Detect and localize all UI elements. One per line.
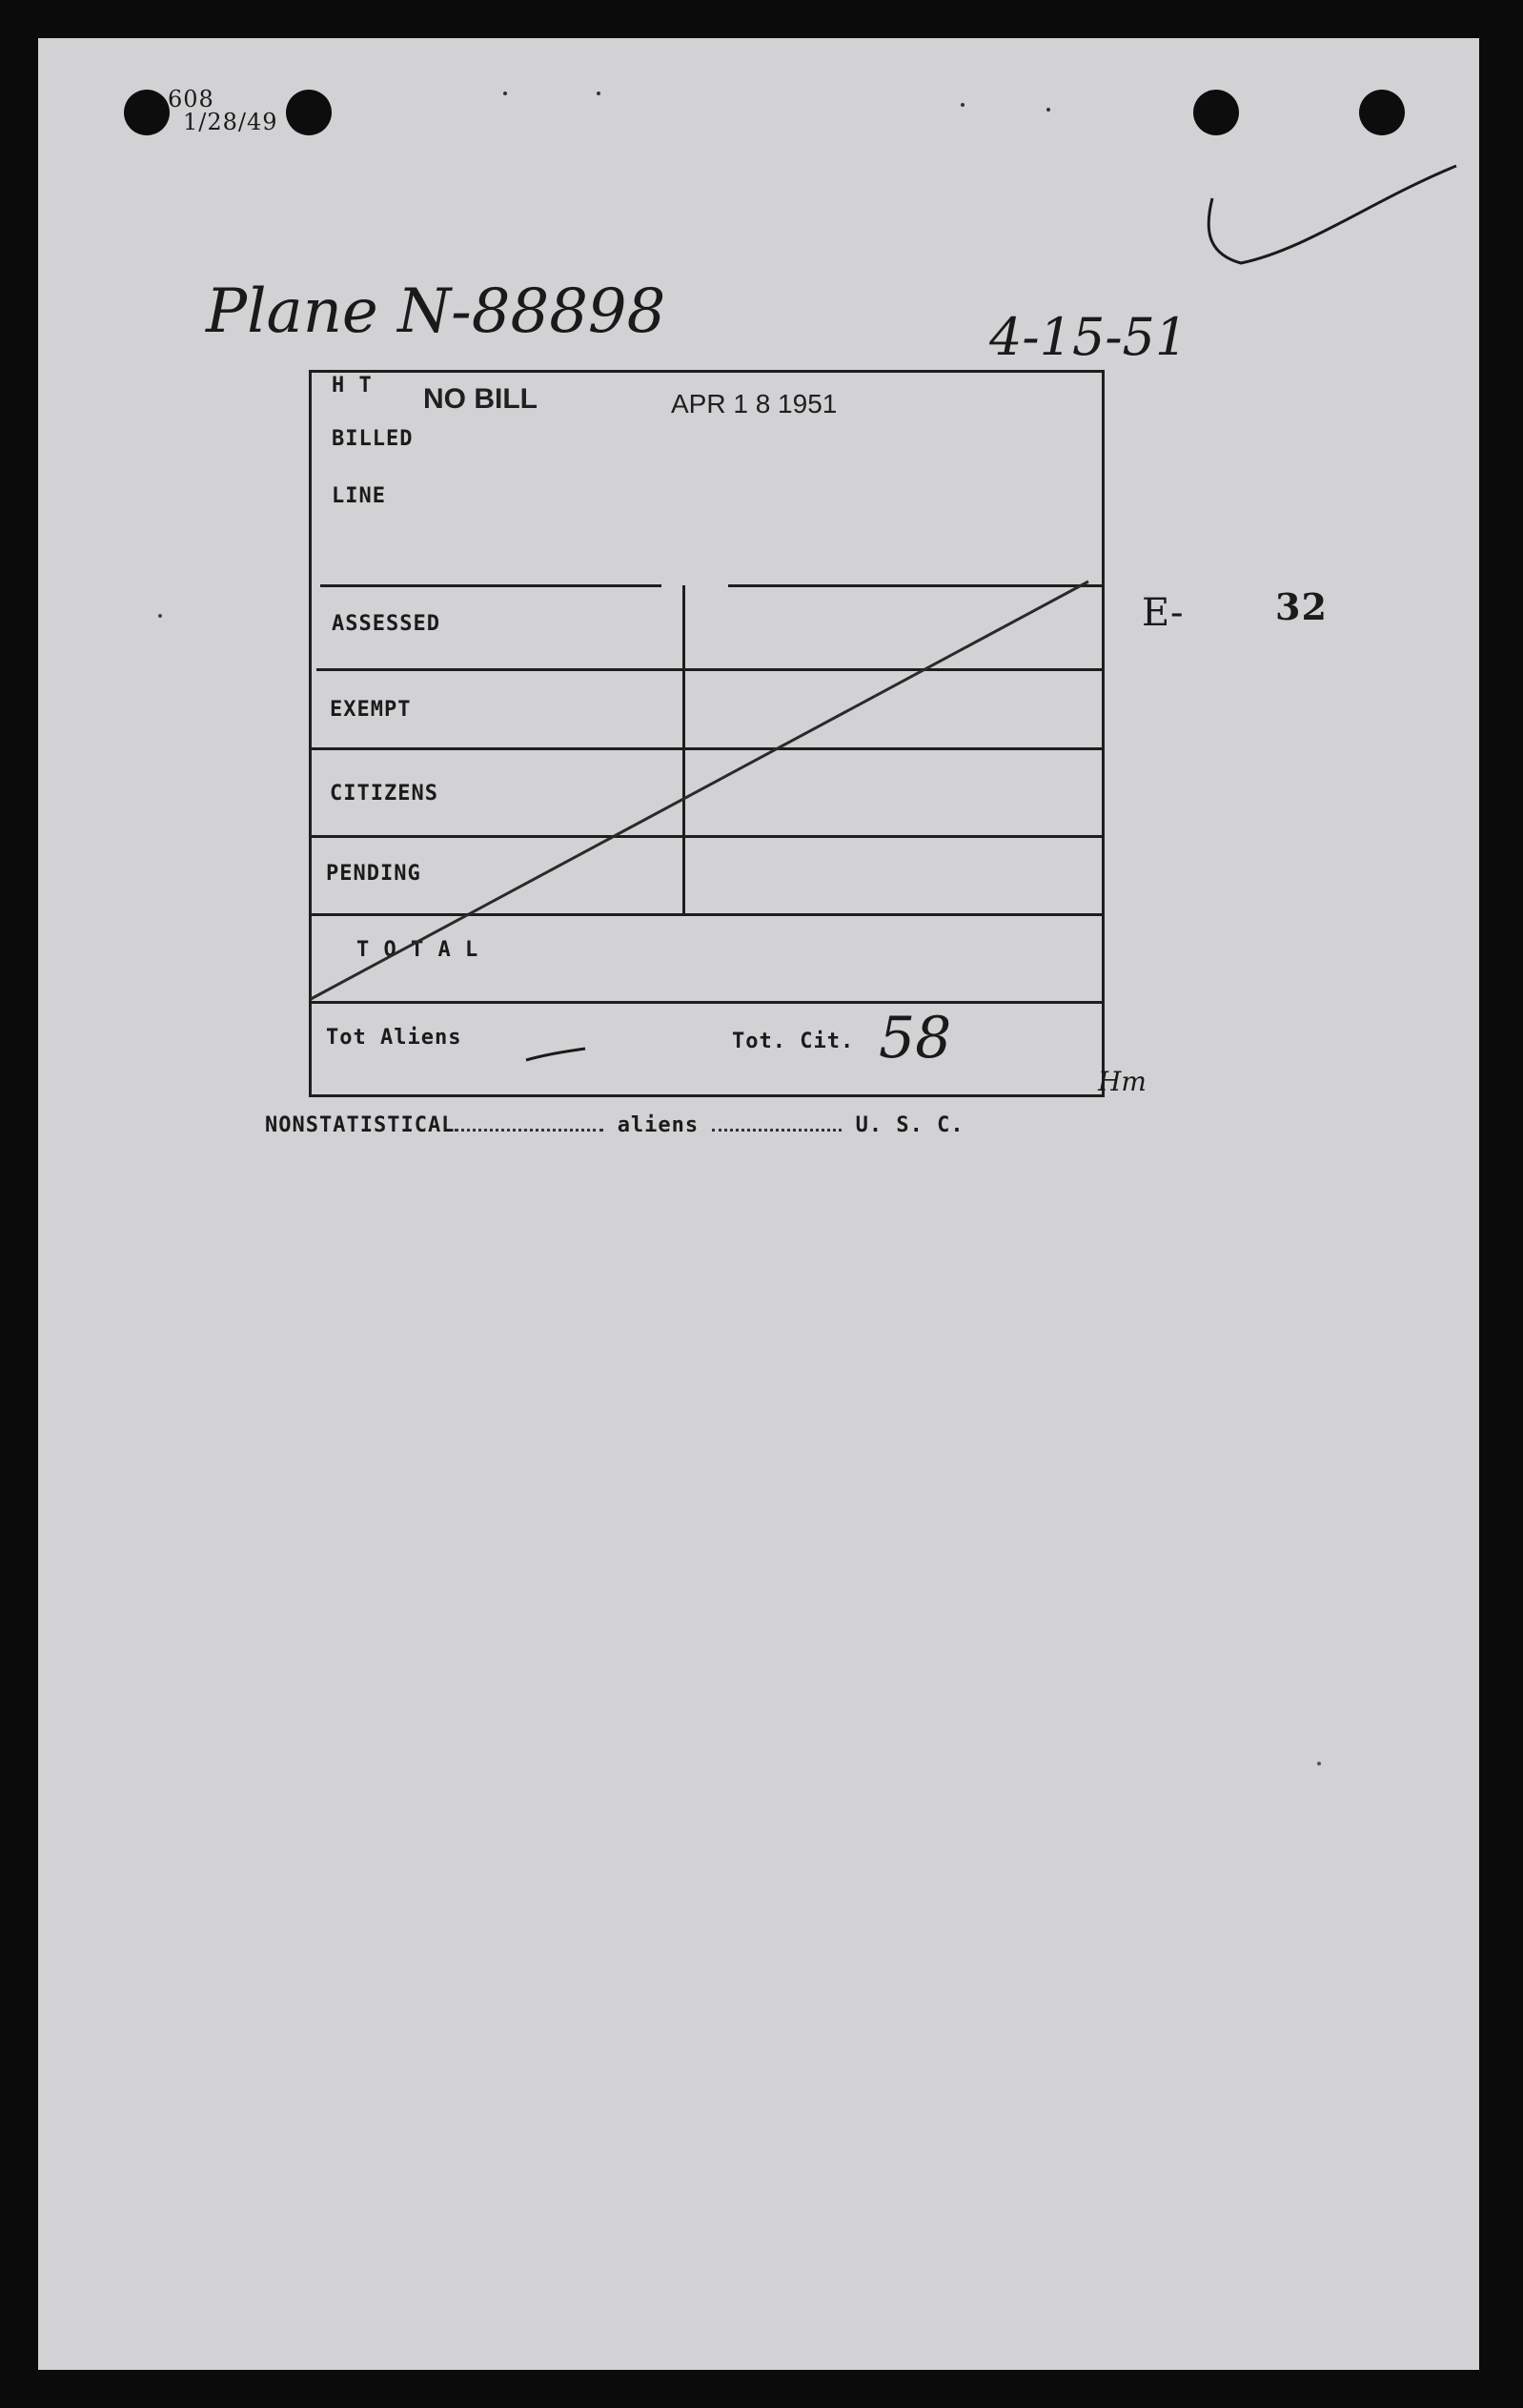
speck-5 <box>158 614 162 618</box>
handwritten-date: 4-15-51 <box>989 307 1188 367</box>
pending-label: PENDING <box>326 862 421 886</box>
citizens-label: CITIZENS <box>330 782 438 806</box>
initials: Hm <box>1098 1066 1147 1097</box>
tot-cit-label: Tot. Cit. <box>732 1030 855 1053</box>
no-bill-stamp: NO BILL <box>423 383 538 415</box>
document-page <box>38 38 1479 2370</box>
nonstatistical-label: NONSTATISTICAL <box>265 1113 456 1137</box>
check-mark <box>1208 166 1456 263</box>
side-mark: E- <box>1142 591 1184 635</box>
aliens-dash <box>526 1049 585 1060</box>
form-number: 608 <box>168 86 214 112</box>
assessed-label: ASSESSED <box>332 612 440 636</box>
speck-3 <box>961 103 965 107</box>
tot-aliens-label: Tot Aliens <box>326 1026 462 1050</box>
ht-label: H T <box>332 374 373 398</box>
line-label: LINE <box>332 484 386 508</box>
usc-label: U. S. C. <box>855 1113 965 1137</box>
total-label: T O T A L <box>356 938 479 962</box>
billed-label: BILLED <box>332 427 414 451</box>
tot-cit-value: 58 <box>879 1005 952 1071</box>
aliens-label: aliens <box>617 1113 700 1137</box>
diagonal-strike-line <box>311 582 1088 999</box>
side-number: 32 <box>1275 585 1328 628</box>
stamp-date: APR 1 8 1951 <box>671 389 838 418</box>
speck-1 <box>503 92 507 95</box>
speck-6 <box>1317 1762 1321 1765</box>
pen-marks <box>38 38 1479 2370</box>
speck-2 <box>597 92 600 95</box>
exempt-label: EXEMPT <box>330 698 412 722</box>
speck-4 <box>1046 108 1050 112</box>
plane-number: Plane N-88898 <box>206 276 666 347</box>
form-date: 1/28/49 <box>183 109 278 135</box>
